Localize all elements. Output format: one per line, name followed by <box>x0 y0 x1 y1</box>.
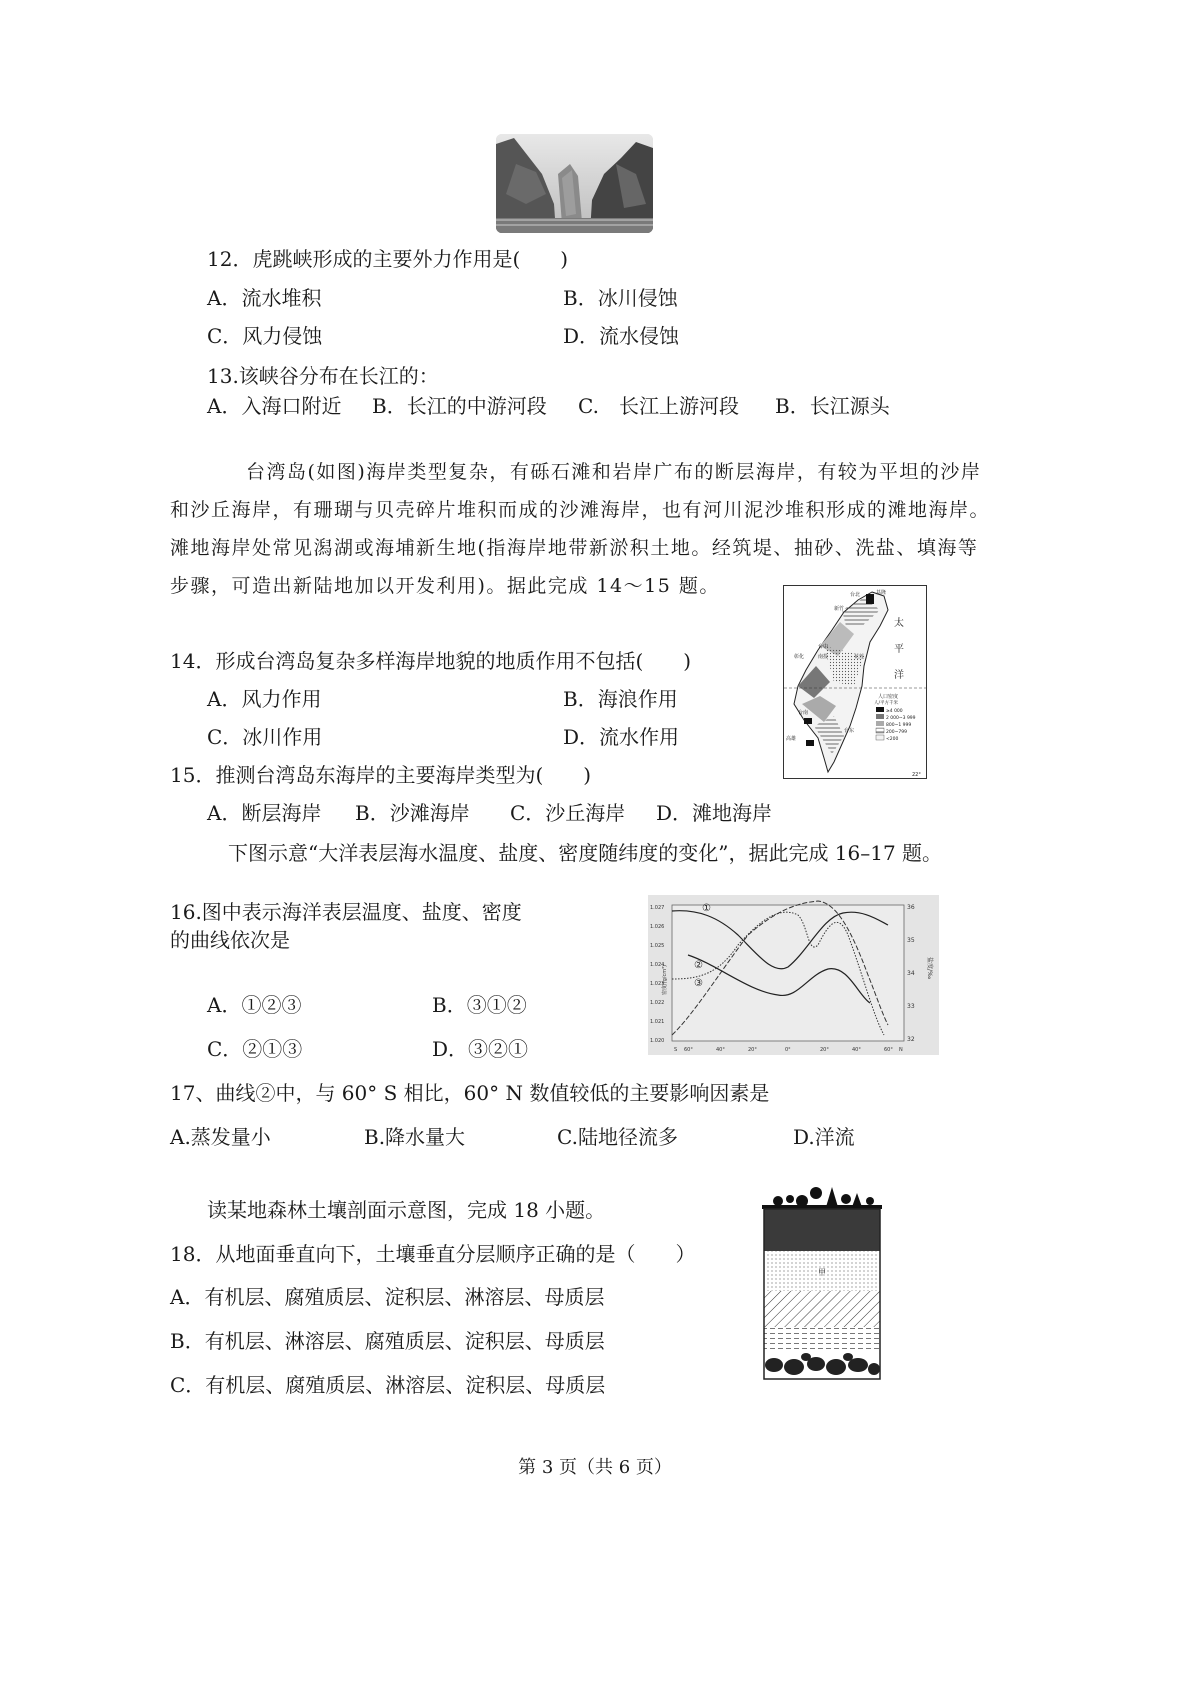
ocean-label-char: 平 <box>894 644 904 655</box>
svg-text:2 000~3 999: 2 000~3 999 <box>886 716 916 721</box>
svg-text:200~799: 200~799 <box>886 730 907 735</box>
passage-line: 步骤，可造出新陆地加以开发利用)。据此完成 14～15 题。 <box>170 575 720 597</box>
x-tick-label: 40° <box>716 1047 725 1053</box>
question-13-stem: 13.该峡谷分布在长江的： <box>207 364 439 388</box>
soil-layer-label: 甲 <box>818 1268 826 1277</box>
question-18-option-a: A．有机层、腐殖质层、淀积层、淋溶层、母质层 <box>170 1285 605 1309</box>
x-tick-label: S <box>674 1047 678 1053</box>
place-label: 台南 <box>798 710 809 716</box>
left-tick-label: 1.026 <box>650 924 665 930</box>
ocean-label-char: 太 <box>894 618 904 629</box>
place-label: 台北 <box>850 592 861 598</box>
taiwan-population-map <box>783 585 927 779</box>
question-13-option-d: B．长江源头 <box>775 394 890 418</box>
left-tick-label: 1.027 <box>650 905 665 911</box>
intro-18: 读某地森林土壤剖面示意图，完成 18 小题。 <box>207 1198 606 1222</box>
question-16-stem: 16.图中表示海洋表层温度、盐度、密度 <box>170 900 522 924</box>
question-14-option-d: D．流水作用 <box>563 725 680 749</box>
left-tick-label: 1.023 <box>650 981 665 987</box>
left-tick-label: 1.025 <box>650 943 665 949</box>
svg-text:800~1 999: 800~1 999 <box>886 723 912 728</box>
right-tick-label: 35 <box>907 937 915 944</box>
left-axis-label: 密度/(g/cm³) <box>662 964 668 995</box>
passage-line: 台湾岛(如图)海岸类型复杂，有砾石滩和岩岸广布的断层海岸，有较为平坦的沙岸 <box>246 461 982 483</box>
question-14-option-b: B．海浪作用 <box>563 687 678 711</box>
left-tick-label: 1.020 <box>650 1038 665 1044</box>
question-16-stem: 的曲线依次是 <box>170 928 290 952</box>
place-label: 花莲 <box>854 654 865 660</box>
question-16-option-d: D．③②① <box>432 1037 529 1061</box>
question-18-option-c: C．有机层、腐殖质层、淋溶层、淀积层、母质层 <box>170 1373 606 1397</box>
page-number: 第 3 页（共 6 页） <box>518 1457 672 1478</box>
x-tick-label: 60° <box>684 1047 693 1053</box>
question-13-option-a: A．入海口附近 <box>207 394 342 418</box>
question-12-option-c: C．风力侵蚀 <box>207 324 323 348</box>
x-tick-label: N <box>899 1047 903 1053</box>
question-12-option-a: A．流水堆积 <box>207 286 322 310</box>
question-17-option-c: C.陆地径流多 <box>557 1125 678 1149</box>
place-label: 高雄 <box>786 736 797 742</box>
latitude-label: 22° <box>912 772 921 778</box>
curve-label-2: ② <box>694 960 703 971</box>
question-14-option-a: A．风力作用 <box>207 687 322 711</box>
ocean-surface-chart <box>648 895 939 1055</box>
question-16-option-a: A．①②③ <box>207 993 302 1017</box>
question-15-option-b: B．沙滩海岸 <box>355 801 470 825</box>
left-tick-label: 1.024 <box>650 962 665 968</box>
question-17-option-b: B.降水量大 <box>364 1125 466 1149</box>
right-tick-label: 34 <box>907 970 915 977</box>
question-15-option-a: A．断层海岸 <box>207 801 322 825</box>
question-16-option-c: C．②①③ <box>207 1037 303 1061</box>
curve-label-3: ③ <box>694 978 703 989</box>
question-12-stem: 12．虎跳峡形成的主要外力作用是( ) <box>207 247 569 271</box>
question-16-option-b: B．③①② <box>432 993 527 1017</box>
x-tick-label: 20° <box>748 1047 757 1053</box>
question-12-option-d: D．流水侵蚀 <box>563 324 680 348</box>
place-label: 基隆 <box>876 590 887 596</box>
question-13-option-c: C. 长江上游河段 <box>578 394 739 418</box>
right-axis-label: 盐度/‰ <box>926 957 933 980</box>
x-tick-label: 20° <box>820 1047 829 1053</box>
question-17-option-d: D.洋流 <box>793 1125 855 1149</box>
passage-line: 和沙丘海岸，有珊瑚与贝壳碎片堆积而成的沙滩海岸，也有河川泥沙堆积形成的滩地海岸。 <box>170 499 991 521</box>
question-18-stem: 18．从地面垂直向下，土壤垂直分层顺序正确的是（ ） <box>170 1242 696 1266</box>
left-tick-label: 1.022 <box>650 1000 665 1006</box>
soil-profile-diagram <box>762 1181 882 1381</box>
population-legend <box>874 693 916 742</box>
right-tick-label: 32 <box>907 1036 915 1043</box>
question-17-stem: 17、曲线②中，与 60° S 相比，60° N 数值较低的主要影响因素是 <box>170 1081 770 1105</box>
x-tick-label: 60° <box>884 1047 893 1053</box>
question-15-option-d: D．滩地海岸 <box>656 801 773 825</box>
question-12-option-b: B．冰川侵蚀 <box>563 286 678 310</box>
left-tick-label: 1.021 <box>650 1019 665 1025</box>
question-15-stem: 15．推测台湾岛东海岸的主要海岸类型为( ) <box>170 763 592 787</box>
question-15-option-c: C．沙丘海岸 <box>510 801 626 825</box>
place-label: 新竹 <box>834 606 845 612</box>
question-14-stem: 14．形成台湾岛复杂多样海岸地貌的地质作用不包括( ) <box>170 649 692 673</box>
intro-16-17: 下图示意“大洋表层海水温度、盐度、密度随纬度的变化”，据此完成 16–17 题。 <box>228 841 943 865</box>
place-label: 台中 <box>818 644 829 650</box>
question-17-option-a: A.蒸发量小 <box>170 1125 271 1149</box>
svg-text:人口密度: 人口密度 <box>878 694 899 700</box>
svg-text:<200: <200 <box>886 737 899 742</box>
right-tick-label: 36 <box>907 904 915 911</box>
question-14-option-c: C．冰川作用 <box>207 725 323 749</box>
curve-label-1: ① <box>702 903 711 914</box>
place-label: 台东 <box>844 728 855 734</box>
question-18-option-b: B．有机层、淋溶层、腐殖质层、淀积层、母质层 <box>170 1329 605 1353</box>
tiger-leaping-gorge-photo <box>496 134 653 233</box>
x-tick-label: 40° <box>852 1047 861 1053</box>
question-13-option-b: B．长江的中游河段 <box>372 394 547 418</box>
passage-line: 滩地海岸处常见潟湖或海埔新生地(指海岸地带新淤积土地。经筑堤、抽砂、洗盐、填海等 <box>170 537 979 559</box>
ocean-label-char: 洋 <box>894 670 904 681</box>
place-label: 彰化 <box>794 654 805 660</box>
x-tick-label: 0° <box>785 1047 791 1053</box>
right-tick-label: 33 <box>907 1003 915 1010</box>
svg-text:≥4 000: ≥4 000 <box>886 709 903 714</box>
place-label: 南投 <box>818 654 829 660</box>
svg-text:人/平方千米: 人/平方千米 <box>874 701 899 706</box>
